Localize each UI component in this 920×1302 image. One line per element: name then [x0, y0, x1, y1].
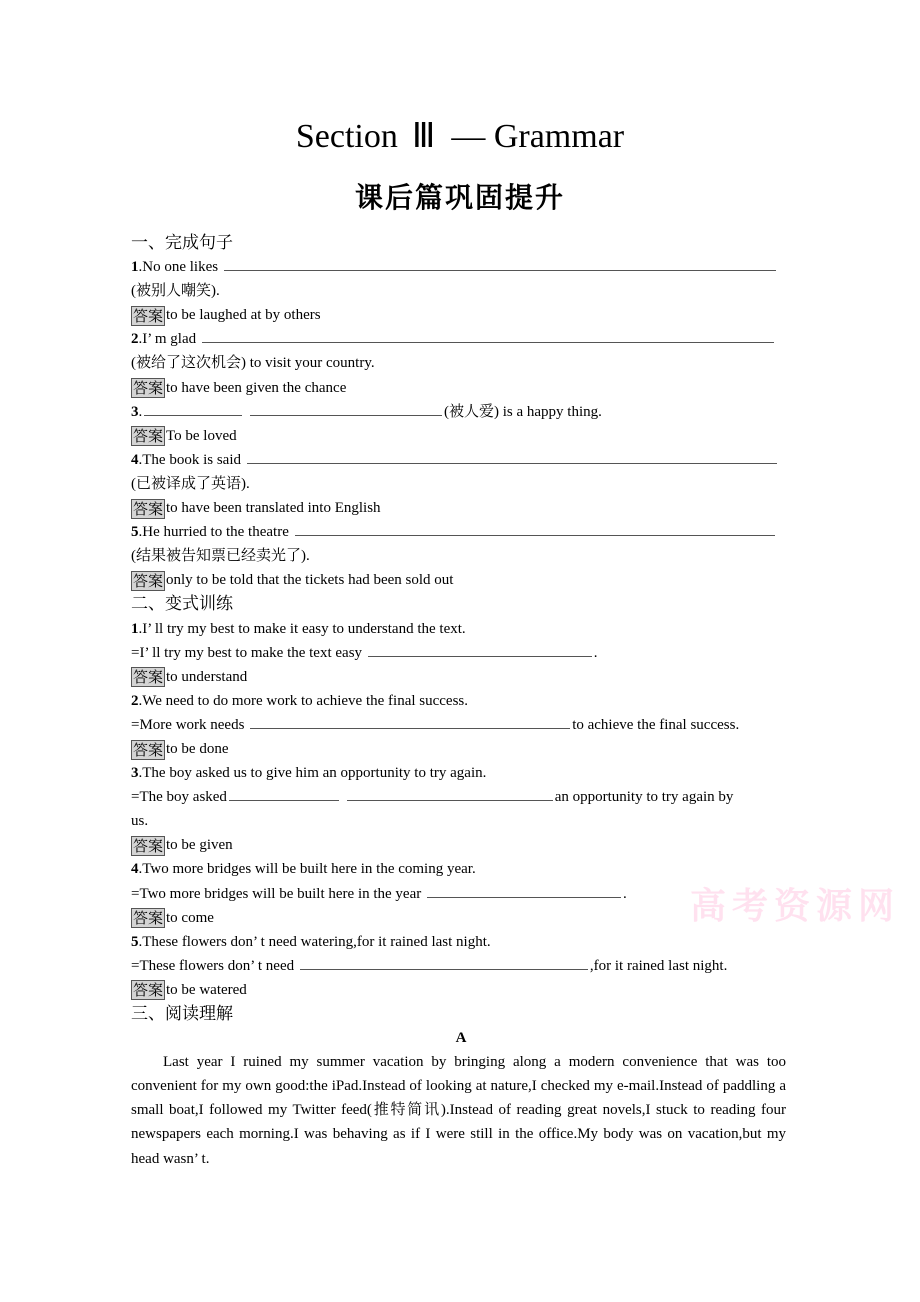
question-hint: (已被译成了英语). [131, 475, 250, 492]
section-heading-3: 三、阅读理解 [131, 1004, 233, 1024]
title-section: Section [295, 118, 398, 155]
answer-text: to be laughed at by others [166, 307, 321, 324]
question-number: 4 [131, 451, 139, 468]
answer-badge: 答案 [133, 740, 164, 759]
answer-blank[interactable] [202, 328, 774, 343]
rewrite-row [131, 785, 791, 809]
answer-blank[interactable] [224, 256, 776, 271]
answer-badge: 答案 [133, 427, 164, 446]
answer-blank[interactable] [295, 521, 775, 536]
original-sentence: .We need to do more work to achieve the final success. [138, 692, 469, 709]
answer-text: to be watered [166, 981, 247, 998]
answer-row [131, 978, 791, 1002]
answer-row [131, 737, 791, 761]
answer-blank[interactable] [247, 449, 777, 464]
page-subtitle: 课后篇巩固提升 [354, 181, 565, 214]
question-tail: (被人爱) is a happy thing. [444, 403, 602, 420]
answer-row [131, 906, 791, 930]
question-number: 4 [131, 861, 139, 878]
answer-text: to come [166, 909, 214, 926]
section-heading-2: 二、变式训练 [131, 594, 233, 615]
answer-row [131, 568, 791, 592]
reading-paragraph: Last year I ruined my summer vacation by bringing along a modern convenience that was too convenient for my own good:the iPad.Instead of looking at nature,I checked my e-mail.Instead of paddling a small boat,I followed my Twitter feed(推特简讯).Instead of reading great novels,I stuck to reading four newspapers each morning.I was behaving as if I were still in the office.My body was on vacation,but my head wasn’ t. [131, 1054, 786, 1167]
answer-row [131, 665, 791, 689]
question-number: 5 [131, 933, 139, 950]
rewrite-text: =More work needs [131, 716, 245, 733]
answer-blank[interactable] [300, 955, 588, 970]
answer-badge: 答案 [133, 379, 164, 398]
answer-badge: 答案 [133, 909, 164, 928]
answer-text: To be loved [166, 427, 237, 444]
answer-text: to be given [166, 837, 233, 854]
answer-row [131, 303, 791, 327]
answer-blank[interactable] [250, 714, 570, 729]
rewrite-row [131, 713, 791, 737]
title-grammar: — Grammar [451, 118, 625, 155]
answer-blank[interactable] [368, 642, 592, 657]
watermark: 高考资源网 [690, 886, 901, 927]
rewrite-text: =These flowers don’ t need [131, 957, 295, 974]
question-number: 2 [131, 692, 139, 709]
rewrite-text: =The boy asked [131, 789, 227, 806]
question-text: . [138, 403, 143, 420]
question-1-5 [131, 520, 791, 544]
question-hint: (结果被告知票已经卖光了). [131, 548, 310, 565]
question-text: .I’ m glad [138, 331, 197, 348]
question-number: 3 [131, 403, 139, 420]
question-hint: (被别人嘲笑). [131, 283, 220, 300]
question-text: .He hurried to the theatre [138, 524, 289, 541]
rewrite-wrap: us. [131, 813, 149, 830]
rewrite-tail: . [623, 885, 627, 902]
rewrite-row [131, 954, 791, 978]
answer-blank[interactable] [229, 786, 339, 801]
title-roman-numeral: Ⅲ [411, 118, 438, 155]
answer-badge: 答案 [133, 668, 164, 687]
section-heading-1: 一、完成句子 [131, 233, 233, 253]
rewrite-text: =I’ ll try my best to make the text easy [131, 644, 363, 661]
question-number: 2 [131, 331, 139, 348]
question-1-4 [131, 448, 791, 472]
question-2-5 [131, 930, 791, 954]
answer-blank[interactable] [347, 786, 553, 801]
question-2-2 [131, 689, 791, 713]
question-number: 3 [131, 765, 139, 782]
rewrite-row [131, 641, 791, 665]
answer-badge: 答案 [133, 306, 164, 325]
rewrite-row [131, 882, 791, 906]
page-title [0, 116, 920, 158]
rewrite-tail: to achieve the final success. [572, 716, 740, 733]
question-text: .The book is said [138, 451, 241, 468]
answer-text: to be done [166, 740, 229, 757]
question-number: 1 [131, 259, 139, 276]
rewrite-tail: an opportunity to try again by [554, 789, 734, 806]
answer-text: to have been translated into English [166, 500, 381, 517]
original-sentence: .The boy asked us to give him an opportunity to try again. [138, 765, 487, 782]
original-sentence: .I’ ll try my best to make it easy to understand the text. [138, 620, 466, 637]
passage-label: A [455, 1030, 467, 1047]
answer-text: to understand [166, 668, 248, 685]
original-sentence: .These flowers don’ t need watering,for it rained last night. [138, 933, 491, 950]
question-hint: (被给了这次机会) to visit your country. [131, 355, 375, 372]
rewrite-tail: ,for it rained last night. [589, 957, 728, 974]
answer-text: only to be told that the tickets had been sold out [166, 572, 454, 589]
question-1-1 [131, 255, 791, 279]
answer-blank[interactable] [144, 401, 242, 416]
answer-badge: 答案 [133, 499, 164, 518]
question-2-4 [131, 857, 791, 881]
original-sentence: .Two more bridges will be built here in the coming year. [138, 861, 476, 878]
question-number: 5 [131, 524, 139, 541]
question-2-3 [131, 761, 791, 785]
rewrite-text: =Two more bridges will be built here in the year [131, 885, 422, 902]
answer-row [131, 424, 791, 448]
answer-row [131, 496, 791, 520]
answer-badge: 答案 [133, 571, 164, 590]
answer-row [131, 376, 791, 400]
answer-text: to have been given the chance [166, 379, 347, 396]
question-text: .No one likes [138, 259, 219, 276]
answer-blank[interactable] [427, 883, 621, 898]
question-number: 1 [131, 620, 139, 637]
answer-badge: 答案 [133, 836, 164, 855]
answer-blank[interactable] [250, 401, 442, 416]
question-1-3 [131, 400, 791, 424]
question-2-1 [131, 617, 791, 641]
question-1-2 [131, 327, 791, 351]
rewrite-tail: . [593, 644, 598, 661]
answer-row [131, 833, 791, 857]
document-body [131, 231, 791, 1171]
answer-badge: 答案 [133, 981, 164, 1000]
